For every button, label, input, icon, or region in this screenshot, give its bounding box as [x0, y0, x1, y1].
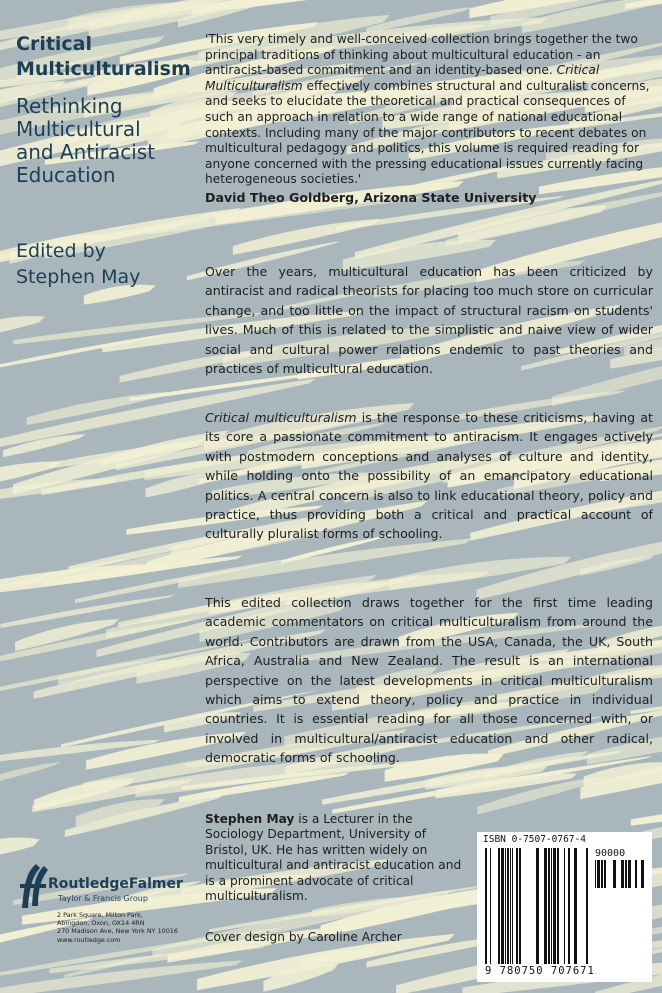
price-code: 90000 — [595, 848, 626, 859]
address-line: Abingdon, Oxon, OX14 4RN — [57, 919, 145, 928]
address-line: 2 Park Square, Milton Park, — [57, 911, 143, 919]
author-bio-text: is a Lecturer in the Sociology Department, University of Bristol, UK. He has written widely on multicultural and antiracist education and is a prominent advocate of critical multiculturalism. — [205, 812, 462, 904]
review-quote — [205, 32, 653, 206]
subtitle-line: and Antiracist — [16, 140, 156, 164]
address-line: 270 Madison Ave, New York NY 10016 — [57, 927, 178, 936]
book-subtitle — [16, 95, 155, 187]
para2-text: is the response to these criticisms, having at its core a passionate commitment to antiracism. It engages actively with postmodern conceptions and analyses of culture and identity, while holding onto the possibility of an emancipatory educational politics. A central concern is also to link educational theory, policy and practice, thus providing both a critical and practical account of culturally pluralist forms of schooling. — [205, 410, 653, 542]
edited-by-label: Edited by — [16, 240, 106, 262]
ean-number: 9 780750 707671 — [485, 965, 595, 977]
description-paragraph-2 — [205, 408, 653, 544]
ean-barcode-icon — [485, 848, 590, 966]
quote-book-title: Critical Multiculturalism — [205, 63, 600, 93]
quote-text: 'This very timely and well-conceived collection brings together the two principal traditions of thinking about multicultural education - an antiracist-based commitment and an identity-based one. — [205, 32, 638, 78]
publisher-mark-icon — [18, 862, 50, 910]
cover-design-credit: Cover design by Caroline Archer — [205, 930, 402, 944]
isbn-label: ISBN 0-7507-0767-4 — [483, 834, 586, 845]
address-line: www.routledge.com — [57, 935, 121, 944]
subtitle-line: Multicultural — [16, 117, 141, 141]
quote-attribution: David Theo Goldberg, Arizona State University — [205, 189, 537, 205]
subtitle-line: Education — [16, 163, 116, 187]
publisher-group: Taylor & Francis Group — [58, 894, 148, 903]
price-barcode-icon — [595, 860, 645, 888]
title-line: Multiculturalism — [16, 58, 191, 80]
title-line: Critical — [16, 33, 93, 55]
book-title — [16, 32, 191, 82]
para2-italic: Critical multiculturalism — [205, 410, 357, 425]
author-bio — [205, 812, 471, 904]
editor-credit — [16, 238, 140, 290]
quote-text-continued: effectively combines structural and culturalist concerns, and seeks to elucidate the theoretical and practical consequences of such an approach in relation to a wide range of national educational contexts. Including many of the major contributors to recent debates on multicultural pedagogy and politics, this volume is required reading for anyone concerned with the pressing educational issues currently facing heterogeneous societies.' — [205, 78, 650, 187]
subtitle-line: Rethinking — [16, 94, 123, 118]
isbn-barcode-box — [477, 832, 652, 982]
publisher-address — [57, 911, 178, 944]
author-name: Stephen May — [205, 812, 295, 826]
publisher-name: RoutledgeFalmer — [48, 876, 183, 892]
description-paragraph-1: Over the years, multicultural education has been criticized by antiracist and radical theorists for placing too much store on curricular change, and too little on the impact of structural racism on students' lives. Much of this is related to the simplistic and naive view of wider social and cultural power relations endemic to past theories and practices of multicultural education. — [205, 264, 653, 377]
description-paragraph-3: This edited collection draws together for the first time leading academic commentators on critical multiculturalism from around the world. Contributors are drawn from the USA, Canada, the UK, South Africa, Australia and New Zealand. The result is an international perspective on the latest developments in critical multiculturalism which aims to extend theory, policy and practice in individual countries. It is essential reading for all those concerned with, or involved in multicultural/antiracist education and other radical, democratic forms of schooling. — [205, 595, 653, 766]
editor-name: Stephen May — [16, 266, 141, 288]
